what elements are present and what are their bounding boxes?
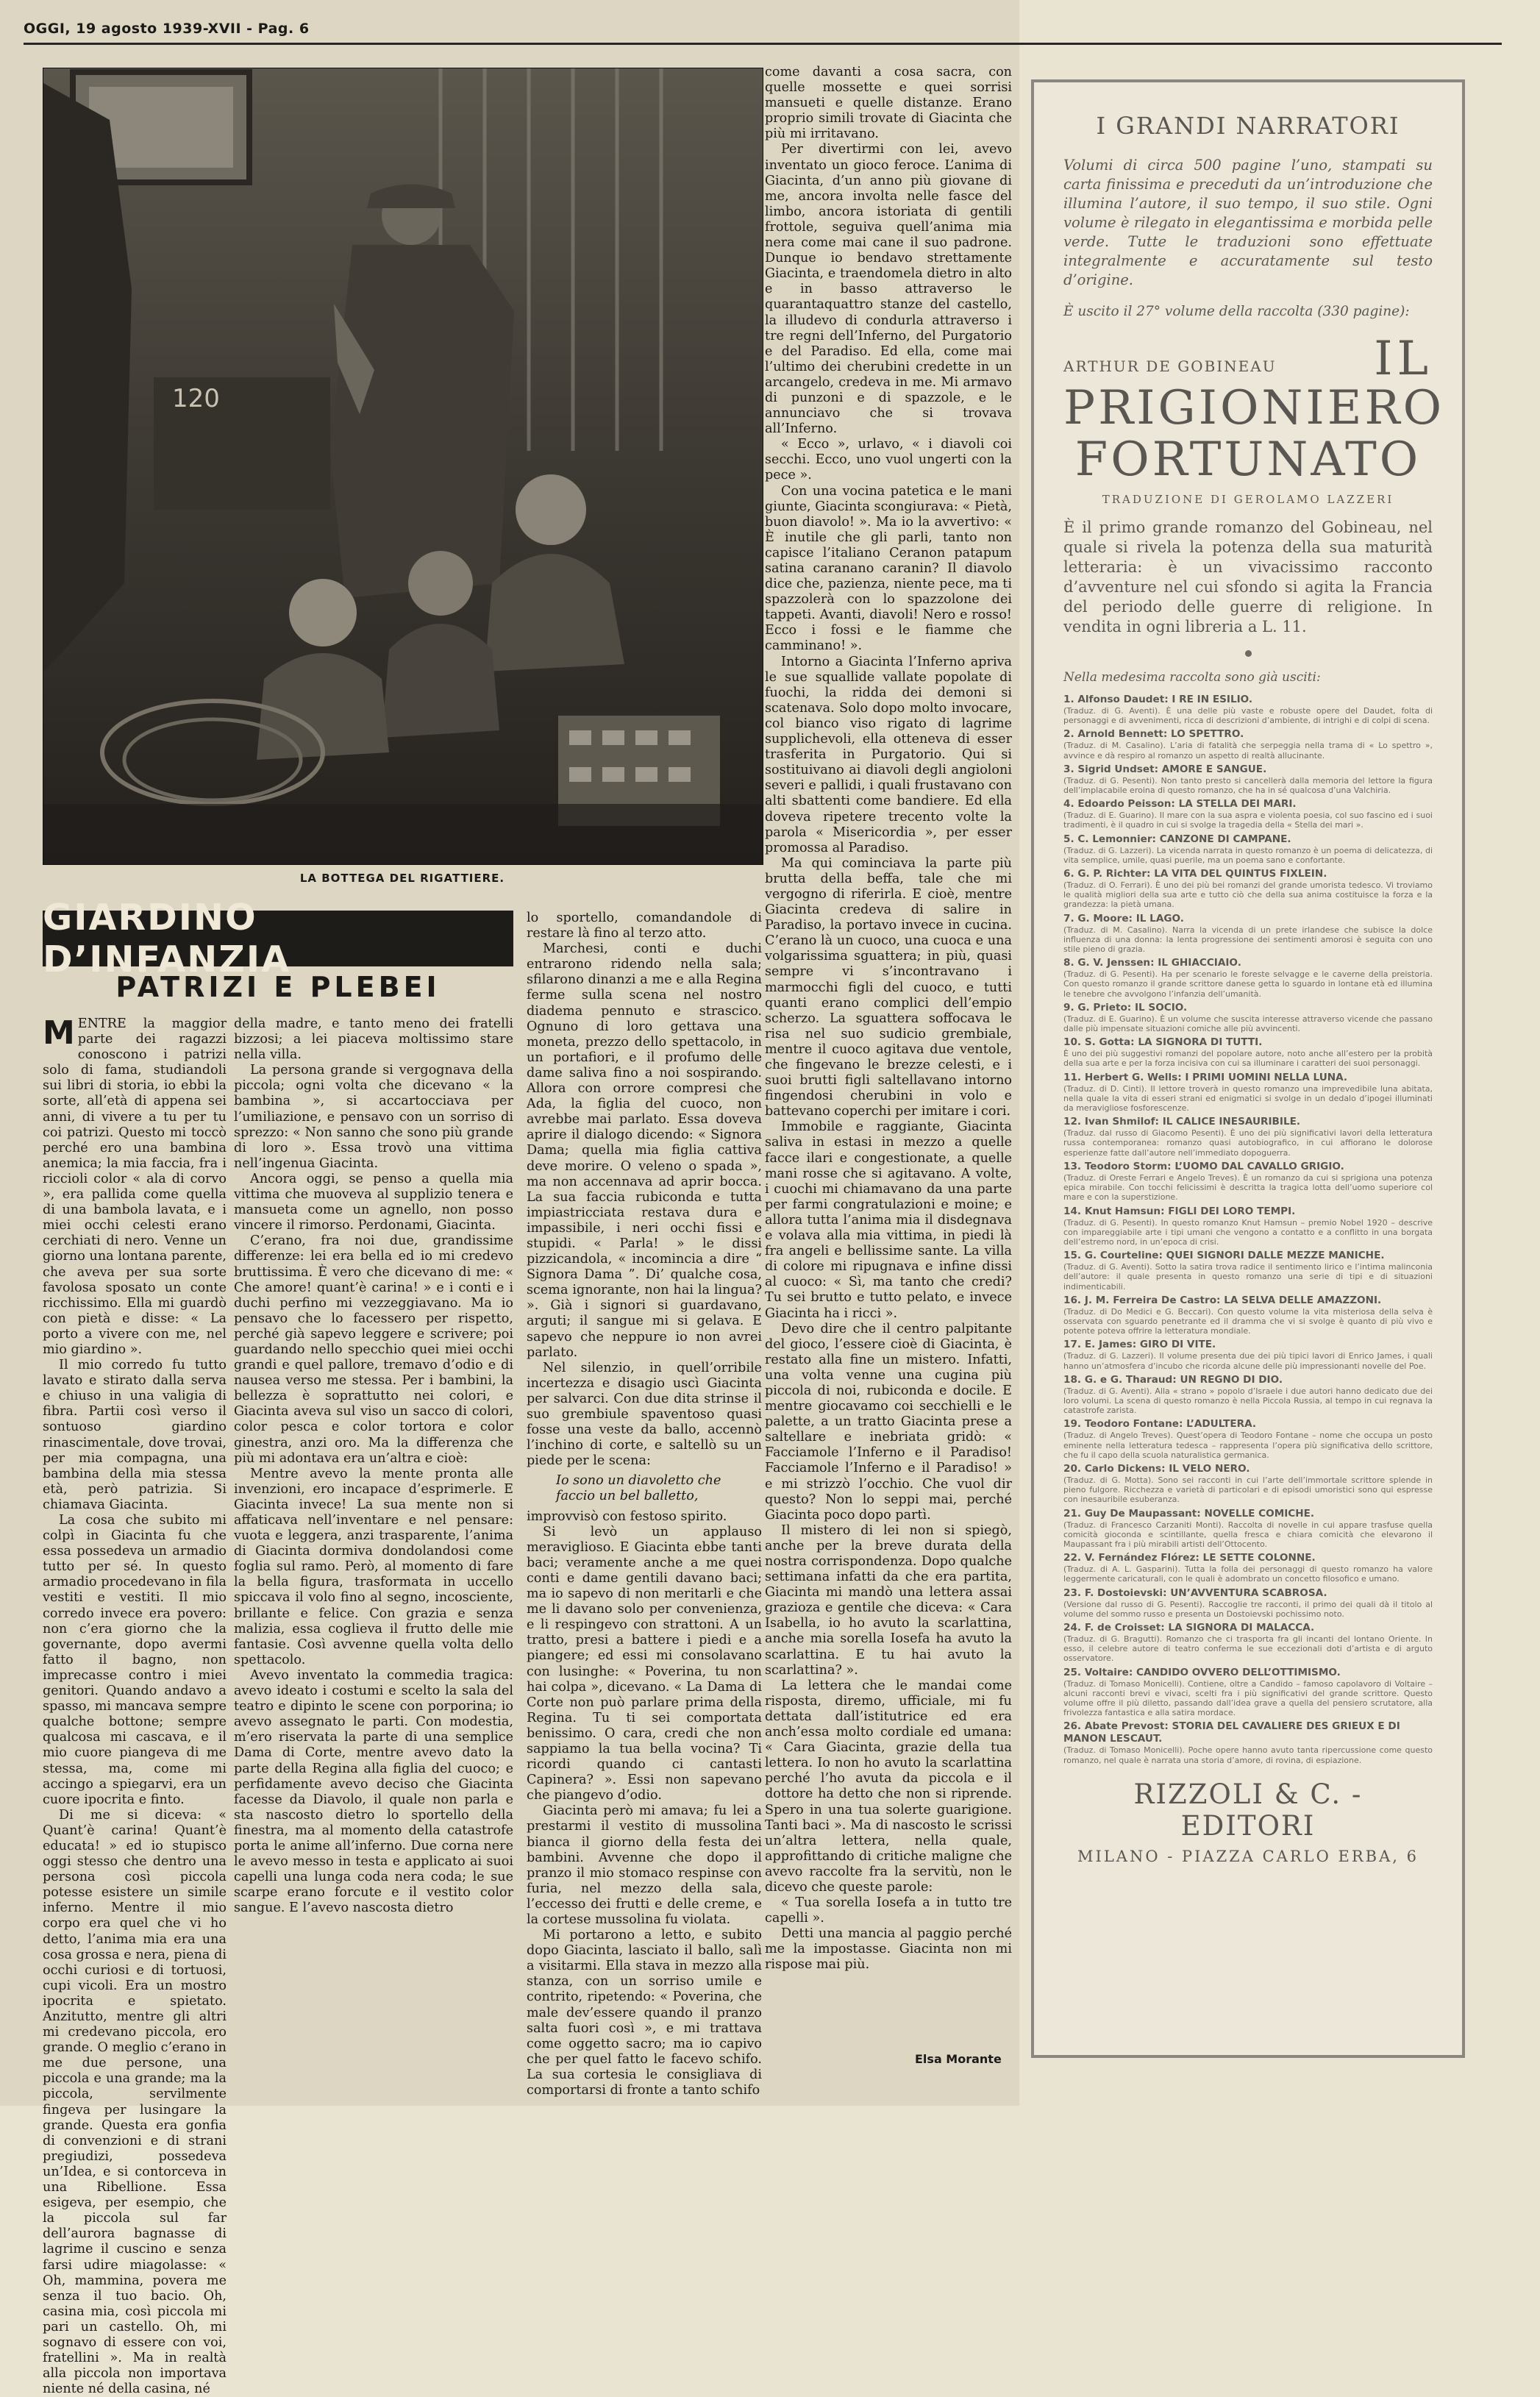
bullet-dot-icon [1245, 650, 1252, 657]
book-description: (Traduz. di E. Guarino). Il mare con la sua aspra e violenta poesia, col suo fascino ed i suoi tradimenti, è il quadro in cui si svolge la tragedia della « Stella dei mari ». [1063, 811, 1433, 830]
book-title: 16. J. M. Ferreira De Castro: LA SELVA DELLE AMAZZONI. [1063, 1294, 1382, 1306]
book-description: (Traduz. di Do Medici e G. Beccari). Con questo volume la vita misteriosa della selva è osservata con sguardo penetrante ed il dramma che vi si svolge è quanto di più vivo e potente poteva offrire la letteratura mondiale. [1063, 1306, 1433, 1336]
book-title: 15. G. Courteline: QUEI SIGNORI DALLE MEZZE MANICHE. [1063, 1250, 1385, 1262]
paragraph: La persona grande si vergognava della piccola; ogni volta che dicevano « la bambina », si accartocciava per l’umiliazione, e pensavo con un sorriso di sprezzo: « Non sanno che sono più grande di loro ». Essa trovò una vittima nell’ingenua Giacinta. [234, 1063, 513, 1171]
list-item [1063, 1161, 1433, 1203]
list-item [1063, 694, 1433, 725]
paragraph: Ancora oggi, se penso a quella mia vittima che muoveva al supplizio tenera e mansueta come un agnello, non posso vincere il rimorso. Perdonami, Giacinta. [234, 1171, 513, 1233]
list-item [1063, 728, 1433, 760]
ad-series-title: I GRANDI NARRATORI [1096, 112, 1400, 140]
ad-publisher: RIZZOLI & C. - EDITORI [1133, 1778, 1363, 1842]
book-description: (Traduz. di Francesco Carzaniti Monti). Raccolta di novelle in cui appare trasfuse quella comicità gioconda e scintillante, quella fresca e chiara comicità che elevarono il Maupassant fra i più mirabili artisti dell’Ottocento. [1063, 1520, 1433, 1549]
paragraph: Ma qui cominciava la parte più brutta della beffa, tale che mi vergogno di riferirla. E cioè, mentre Giacinta credeva di salire in Paradiso, la portavo invece in cucina. C’erano là un cuoco, una cuoca e una volgarissima sguattera; in più, quasi sempre vi s’incontravano i marmocchi figli del cuoco, e tutti quanti erano complici dell’empio scherzo. La sguattera soffocava le risa nel suo sudicio grembiale, mentre il cuoco agitava due ventole, che fingevano le brezze celesti, e i suoi brutti figli saltellavano intorno fingendosi cherubini in volo e battevano coperchi per imitare i cori. [765, 855, 1012, 1119]
book-title: 18. G. e G. Tharaud: UN REGNO DI DIO. [1063, 1373, 1283, 1386]
book-description: (Traduz. di Angelo Treves). Quest’opera di Teodoro Fontane – nome che occupa un posto eminente nella letteratura tedesca – rappresenta l’opera più significativa dello scrittore, che fu il capo della scuola naturalistica germanica. [1063, 1431, 1433, 1460]
ad-book-title-1: IL [1374, 332, 1433, 386]
paragraph: Di me si diceva: « Quant’è carina! Quant’è educata! » ed io stupisco oggi stesso che dentro una persona così piccola potesse esistere un simile inferno. Mentre il mio corpo era quel che vi ho detto, l’anima mia era una cosa grossa e nera, piena di occhi curiosi e di tortuosi, cupi vicoli. Era un mostro ipocrita e spietato. Anzitutto, mentre gli altri mi credevano piccola, ero grande. O meglio c’erano in me due persone, una piccola e una grande; ma la piccola, servilmente fingeva per lusingare la grande. Questa era gonfia di convenzioni e di strani pregiudizi, possedeva un’Idea, e si contorceva in una Ribellione. Essa esigeva, per esempio, che la piccola sul far dell’aurora bagnasse di lagrime il cuscino e senza farsi udire miagolasse: « Oh, mammina, povera me senza il tuo bacio. Oh, casina mia, così piccola mi pari un castello. Oh, mi sognavo di essere con voi, fratellini ». Ma in realtà alla piccola non importava niente né della casina, né [43, 1807, 227, 2397]
book-title: 5. C. Lemonnier: CANZONE DI CAMPANE. [1063, 833, 1291, 845]
list-item [1063, 1036, 1433, 1068]
article-column-2 [234, 1016, 513, 2068]
ad-translator: TRADUZIONE DI GEROLAMO LAZZERI [1102, 493, 1394, 506]
list-item [1063, 1587, 1433, 1619]
book-description: (Versione dal russo di G. Pesenti). Raccoglie tre racconti, il primo dei quali dà il titolo al volume del sommo russo e presenta un Dostoievski pochissimo noto. [1063, 1599, 1433, 1619]
book-description: (Traduz. di G. Aventi). È una delle più vaste e robuste opere del Daudet, folta di personaggi e di avvenimenti, ricca di descrizioni d’ambiente, di intrighi e di colpi di scena. [1063, 706, 1433, 726]
book-description: (Traduz. di Oreste Ferrari e Angelo Treves). È un romanzo da cui si sprigiona una potenza epica mirabile. Con tocchi felicissimi è descritta la tragica lotta dell’uomo superiore col mare e con la superstizione. [1063, 1172, 1433, 1203]
article-title: GIARDINO D’INFANZIA [43, 911, 513, 966]
paragraph: Per divertirmi con lei, avevo inventato un gioco feroce. L’anima di Giacinta, d’un anno più giovane di me, ancora involta nelle fasce del limbo, ancora istoriata di gentili frottole, seguiva quell’anima mia nera come mai cane il suo padrone. Dunque io bendavo strettamente Giacinta, e traendomela dietro in alto e in basso attraverso le quarantaquattro stanze del castello, la illudevo di condurla attraverso i tre regni dell’Inferno, del Purgatorio e del Paradiso. Ed ella, come mai l’ultimo dei cherubini credette in un arcangelo, credeva in me. Mi armavo di punzoni e di spazzole, e le annunciavo che si trovava all’Inferno. [765, 142, 1012, 437]
book-description: (Traduz. di E. Guarino). È un volume che suscita interesse attraverso vicende che passano dalle più impensate situazioni comiche alle più avvincenti. [1063, 1014, 1433, 1034]
book-title: 3. Sigrid Undset: AMORE E SANGUE. [1063, 763, 1267, 775]
book-title: 19. Teodoro Fontane: L’ADULTERA. [1063, 1418, 1257, 1431]
list-item [1063, 1622, 1433, 1664]
list-item [1063, 868, 1433, 910]
ad-intro: Volumi di circa 500 pagine l’uno, stampati su carta finissima e preceduti da un’introduzione che illumina l’autore, il suo tempo, il suo stile. Ogni volume è rilegato in elegantissima e morbida pelle verde. Tutte le traduzioni sono effettuate integralmente e accuratamente sul testo d’origine. [1063, 157, 1433, 288]
book-description: (Traduz. dal russo di Giacomo Pesenti). È uno dei più significativi lavori della letteratura russa contemporanea: romanzo quasi autobiografico, in cui affiorano le dolorose esperienze fatte dall’autore nell’immediato dopoguerra. [1063, 1128, 1433, 1158]
paragraph: La lettera che le mandai come risposta, diremo, ufficiale, mi fu dettata dall’istitutrice ed era anch’essa molto cordiale ed umana: « Cara Giacinta, grazie della tua lettera. Io non ho avuto la scarlattina perché l’ho avuta da piccola e il dottore ha detto che non si riprende. Spero in una tua solerte guarigione. Tanti baci ». Ma di nascosto le scrissi un’altra lettera, nella quale, approfittando di critiche maligne che avevo raccolte fra la servitù, non le dicevo che queste parole: [765, 1678, 1012, 1895]
ad-published-label: Nella medesima raccolta sono già usciti: [1063, 670, 1321, 685]
book-description: (Traduz. di G. Lazzeri). La vicenda narrata in questo romanzo è un poema di delicatezza, di vita semplice, umile, quasi puerile, ma un poema sano e confortante. [1063, 845, 1433, 865]
paragraph: Il mio corredo fu tutto lavato e stirato dalla serva e chiuso in una valigia di fibra. Partii così verso il sontuoso giardino rinascimentale, dove trovai, per mia compagna, una bambina della mia stessa età, però patrizia. Si chiamava Giacinta. [43, 1358, 227, 1512]
book-description: (Traduz. di O. Ferrari). È uno dei più bei romanzi del grande umorista tedesco. Vi troviamo le qualità migliori della sua arte e tutto ciò che della sua anima costituisce la forza e la grandezza: la pietà umana. [1063, 880, 1433, 910]
book-title: 8. G. V. Jenssen: IL GHIACCIAIO. [1063, 957, 1241, 969]
paragraph: Marchesi, conti e duchi entrarono ridendo nella sala; sfilarono dinanzi a me e alla Regina ferme sulla scena nel nostro diadema pennuto e strascico. Ognuno di loro gettava una moneta, prezzo dello spettacolo, in un portafiori, e il profumo delle dame saliva fino a noi sospirando. Allora con orrore compresi che Ada, la figlia del cuoco, non avrebbe mai parlato. Essa doveva aprire il dialogo dicendo: « Signora Dama; quella mia figlia cattiva deve morire. O veleno o spada », ma non accennava ad aprir bocca. La sua faccia rubiconda e tutta impiastricciata restava dura e impassibile, i neri occhi fissi e stupidi. « Parla! » le dissi pizzicandola, « incomincia a dire “ Signora Dama ”. Di’ qualche cosa, scema ignorante, non hai la lingua? ». Già i signori si guardavano, arguti; il sangue mi si gelava. E sapevo che neppure io non avrei parlato. [527, 941, 762, 1360]
book-description: (Traduz. di M. Casalino). Narra la vicenda di un prete irlandese che subisce la dolce influenza di una donna: la lenta progressione dei sentimenti amorosi è seguita con uno stile pieno di grazia. [1063, 925, 1433, 955]
paragraph: Mentre avevo la mente pronta alle invenzioni, ero incapace d’esprimerle. E Giacinta invece! La sua mente non si affaticava nell’inventare e nel pensare: vuota e leggera, anzi trasparente, l’anima di Giacinta dormiva dondolandosi come foglia sul ramo. Però, al momento di fare la bella figura, trasformata in uccello spiccava il volo fino al segno, incosciente, brillante e felice. Con grazia e senza malizia, essa coglieva il frutto delle mie fantasie. Così avvenne quella volta dello spettacolo. [234, 1466, 513, 1667]
list-item [1063, 1205, 1433, 1247]
ad-issue-note: È uscito il 27° volume della raccolta (330 pagine): [1063, 304, 1410, 319]
ad-book-title-3: FORTUNATO [1074, 432, 1422, 487]
list-item [1063, 833, 1433, 865]
paragraph: Il mistero di lei non si spiegò, anche per la breve durata della nostra corrispondenza. Dopo qualche settimana infatti da che era partita, Giacinta mi mandò una lettera assai grazioza e gentile che diceva: « Cara Isabella, io ho avuto la scarlattina, anche mia sorella Iosefa ha avuto la scarlattina. E tu hai avuto la scarlattina? ». [765, 1522, 1012, 1678]
paragraph: Avevo inventato la commedia tragica: avevo ideato i costumi e scelto la sala del teatro e dipinto le scene con porporina; io avevo assegnato le parti. Con modestia, m’ero riservata la parte di una semplice Dama di Corte, mentre avevo dato la parte della Regina alla figlia del cuoco; e perfidamente avevo deciso che Giacinta facesse da Diavolo, il quale non parla e sta nascosto dietro lo sportello della finestra, ma al momento della catastrofe porta le anime all’inferno. Due corna nere le avevo messo in testa e applicato ai suoi capelli una lunga coda nera coda; le sue scarpe erano forcute e il vestito color sangue. E l’avevo nascosta dietro [234, 1667, 513, 1916]
article-column-1 [43, 1014, 227, 2397]
book-title: 13. Teodoro Storm: L’UOMO DAL CAVALLO GRIGIO. [1063, 1160, 1344, 1172]
article-column-3 [527, 911, 762, 2098]
book-description: (Traduz. di G. Motta). Sono sei racconti in cui l’arte dell’immortale scrittore splende in pieno fulgore. Ricchezza e varietà di particolari e di episodi umoristici sono qui espresse con inesauribile esuberanza. [1063, 1475, 1433, 1505]
photo-caption: LA BOTTEGA DEL RIGATTIERE. [299, 872, 505, 885]
ad-book-author: ARTHUR DE GOBINEAU [1063, 357, 1277, 375]
book-title: 2. Arnold Bennett: LO SPETTRO. [1063, 728, 1244, 741]
book-title: 4. Edoardo Peisson: LA STELLA DEI MARI. [1063, 798, 1297, 811]
paragraph: Si levò un applauso meraviglioso. E Giacinta ebbe tanti baci; veramente anche a me quei conti e dame gentili davano baci; ma io sapevo di non meritarli e che me li davano solo per convenienza, e li respingevo con strattoni. A un tratto, presi a battere i piedi e a piangere; ed essi mi consolavano con lusinghe: « Poverina, tu non hai colpa », dicevano. « La Dama di Corte non può parlare prima della Regina. Tu ti sei comportata benissimo. O cara, credi che non sappiamo la tua bella vocina? Ti ricordi quando ci cantasti Capinera? ». Essi non sapevano che piangevo d’odio. [527, 1524, 762, 1803]
book-description: (Traduz. di M. Casalino). L’aria di fatalità che serpeggia nella trama di « Lo spettro », avvince e dà respiro al romanzo un aspetto di realtà allucinante. [1063, 741, 1433, 761]
book-description: (Traduz. di Tomaso Monicelli). Contiene, oltre a Candido – famoso capolavoro di Voltaire – alcuni racconti brevi e vivaci, scelti fra i più significativi del grande scrittore. Questo volume offre il più diletto, passando dall’idea grave a quella del pensiero scrutatore, alla frivolezza fantastica e alla satira mordace. [1063, 1678, 1433, 1718]
ad-book-description: È il primo grande romanzo del Gobineau, nel quale si rivela la potenza della sua maturità letteraria: è un vivacissimo racconto d’avventure nel cui sfondo si agita la Francia del periodo delle guerre di religione. In vendita in ogni libreria a L. 11. [1063, 519, 1433, 635]
list-item [1063, 1374, 1433, 1416]
book-title: 17. E. James: GIRO DI VITE. [1063, 1339, 1216, 1351]
book-description: (Traduz. di Tomaso Monicelli). Poche opere hanno avuto tanta ripercussione come questo romanzo, nel quale è narrata una storia d’amore, di rovina, di espiazione. [1063, 1745, 1433, 1765]
paragraph: Nel silenzio, in quell’orribile incertezza e disagio uscì Giacinta per salvarci. Con due dita strinse il suo grembiule spaventoso quasi fosse una veste da ballo, accennò l’inchino di corte, e saltellò su un piede per le scena: [527, 1360, 762, 1469]
list-item [1063, 1508, 1433, 1550]
book-title: 23. F. Dostoievski: UN’AVVENTURA SCABROSA. [1063, 1586, 1327, 1599]
list-item [1063, 1072, 1433, 1114]
paragraph: Con una vocina patetica e le mani giunte, Giacinta scongiurava: « Pietà, buon diavolo! ». Ma io la avvertivo: « È inutile che gli parli, tanto non capisce l’italiano Ceranon patapum satina caranano caranin? Il diavolo dice che, pazienza, niente pece, ma ti spazzolerà con lo spazzolone dei tappeti. Avanti, diavoli! Nero e rosso! Ecco i fossi e le fiamme che camminano! ». [765, 483, 1012, 654]
list-item [1063, 957, 1433, 999]
book-description: (Traduz. di G. Aventi). Sotto la satira trova radice il sentimento lirico e l’intima malinconia dell’autore: il quale presenta in questo romanzo una serie di tipi e di situazioni indimenticabili. [1063, 1262, 1433, 1292]
page-header: OGGI, 19 agosto 1939-XVII - Pag. 6 [24, 21, 310, 37]
book-description: (Traduz. di G. Aventi). Alla « strano » popolo d’Israele i due autori hanno dedicato due dei loro volumi. La scena di questo romanzo è nella Piccola Russia, al tempo in cui regnava la catastrofe zarista. [1063, 1386, 1433, 1416]
ad-book-list [1063, 694, 1433, 1765]
book-title: 21. Guy De Maupassant: NOVELLE COMICHE. [1063, 1507, 1315, 1520]
paragraph: C’erano, fra noi due, grandissime differenze: lei era bella ed io mi credevo bruttissima. È vero che dicevano di me: « Che amore! quant’è carina! » e i conti e i duchi perfino mi vezzeggiavano. Ma io pensavo che lo facessero per rispetto, perché già sapevo leggere e scrivere; poi guardando nello specchio quei miei occhi grandi e quel pallore, tremavo d’odio e di nausea verso me stessa. Per i bambini, la bellezza è soprattutto nei colori, e Giacinta aveva sul viso un sacco di colori, color pesca e color tortora e color ginestra, anzi oro. Ma la differenza che più mi adontava era un’altra e cioè: [234, 1233, 513, 1466]
paragraph: Immobile e raggiante, Giacinta saliva in estasi in mezzo a quelle facce ilari e congestionate, a quelle mani rosse che si agitavano. A volte, i cuochi mi chiamavano da una parte per farmi congratulazioni e moine; e allora tutta l’anima mia il disdegnava e volava alla mia vittima, in piedi là fra angeli e bellissime sante. La villa di colore mi ripugnava e infine dissi al cuoco: « Sì, ma tanto che credi? Tu sei brutto e tutto pelato, e invece Giacinta ha i ricci ». [765, 1119, 1012, 1321]
paragraph: Giacinta però mi amava; fu lei a prestarmi il vestito di mussolina bianca il giorno della festa dei bambini. Avvenne che dopo il pranzo il mio stomaco respinse con furia, nel mezzo della sala, l’eccesso dei frutti e delle creme, e la cortese mussolina fu violata. [527, 1803, 762, 1927]
header-rule [24, 43, 1502, 45]
paragraph: Devo dire che il centro palpitante del gioco, l’essere cioè di Giacinta, è restato alla fine un mistero. Infatti, una volta venne una cugina più piccola di noi, rubiconda e docile. E mentre giocavamo coi secchielli e le palette, a un tratto Giacinta prese a saltellare e inebriata gridò: « Facciamole l’Inferno e il Paradiso! Facciamole l’Inferno e il Paradiso! » e mi strizzò l’occhio. Che vuol dir questo? Non lo seppi mai, perché Giacinta poco dopo partì. [765, 1321, 1012, 1522]
ad-address: MILANO - PIAZZA CARLO ERBA, 6 [1077, 1847, 1419, 1865]
list-item [1063, 1418, 1433, 1460]
book-title: 9. G. Prieto: IL SOCIO. [1063, 1001, 1188, 1014]
book-title: 25. Voltaire: CANDIDO OVVERO DELL’OTTIMISMO. [1063, 1666, 1341, 1678]
list-item [1063, 1463, 1433, 1505]
sign-120: 120 [172, 384, 220, 413]
author-signature: Elsa Morante [915, 2052, 1002, 2066]
paragraph: « Ecco », urlavo, « i diavoli coi secchi. Ecco, uno vuol ungerti con la pece ». [765, 437, 1012, 483]
book-description: (Traduz. di G. Lazzeri). Il volume presenta due dei più tipici lavori di Enrico James, i quali hanno un’atmosfera d’incubo che ricorda alcune delle più impressionanti novelle del Poe. [1063, 1351, 1433, 1371]
book-title: 1. Alfonso Daudet: I RE IN ESILIO. [1063, 694, 1253, 705]
list-item [1063, 913, 1433, 955]
paragraph: come davanti a cosa sacra, con quelle mossette e quei sorrisi mansueti e quelle distanze. Erano proprio simili trovate di Giacinta che più mi irritavano. [765, 65, 1012, 142]
book-title: 22. V. Fernández Flórez: LE SETTE COLONNE. [1063, 1552, 1316, 1564]
paragraph: della madre, e tanto meno dei fratelli bizzosi; a lei piaceva moltissimo stare nella villa. [234, 1016, 513, 1063]
list-item [1063, 1339, 1433, 1370]
book-description: È uno dei più suggestivi romanzi del popolare autore, noto anche all’estero per la probità della sua arte e per la forza incisiva con cui sa illuminare i caratteri dei suoi personaggi. [1063, 1049, 1433, 1069]
paragraph: Detti una mancia al paggio perché me la impostasse. Giacinta non mi rispose mai più. [765, 1926, 1012, 1973]
paragraph: improvvisò con festoso spirito. [527, 1509, 727, 1524]
book-description: (Traduz. di G. Bragutti). Romanzo che ci trasporta fra gli incanti del lontano Oriente. In esso, il celebre autore di teatro conferma le sue eccezionali doti d’artista e di arguto osservatore. [1063, 1634, 1433, 1664]
list-item [1063, 798, 1433, 830]
article-subtitle: PATRIZI E PLEBEI [115, 971, 441, 1003]
rizzoli-advertisement [1031, 79, 1465, 2058]
paragraph: La cosa che subito mi colpì in Giacinta fu che essa possedeva un armadio tutto per sé. In questo armadio procedevano in fila vestiti e vestiti. Il mio corredo invece era povero: non c’era giorno che la governante, dopo avermi fatto il bagno, non imprecasse contro i miei genitori. Quando andavo a spasso, mi mancava sempre qualche bottone; sempre qualcosa mi cascava, e il mio cuore piangeva di me stessa, ma, come mi accingo a spiegarvi, era un cuore ipocrita e finto. [43, 1513, 227, 1807]
list-item [1063, 1002, 1433, 1033]
book-title: 6. G. P. Richter: LA VITA DEL QUINTUS FIXLEIN. [1063, 868, 1327, 880]
book-description: (Traduz. di D. Cinti). Il lettore troverà in questo romanzo una imprevedibile luna abitata, nella quale la vita di esseri strani ed enigmatici si svolge in un dedalo d’ipogei illuminati da meravigliose fosforescenze. [1063, 1083, 1433, 1114]
list-item [1063, 1116, 1433, 1158]
paragraph: lo sportello, comandandole di restare là fino al terzo atto. [527, 911, 762, 941]
paragraph: Intorno a Giacinta l’Inferno apriva le sue squallide vallate popolate di fuochi, la ridda dei demoni si scatenava. Solo dopo molto invocare, col bianco viso rigato di lagrime supplichevoli, ella otteneva di esser trasferita in Purgatorio. Qui si sostituivano ai diavoli degli angioloni severi e pallidi, i quali frustavano con alti sbattenti come bandiere. Ed ella doveva ripetere trecento volte la parola « Misericordia », per esser promossa al Paradiso. [765, 654, 1012, 855]
ad-book-title-2: PRIGIONIERO [1063, 381, 1445, 435]
paragraph: « Tua sorella Iosefa a in tutto tre capelli ». [765, 1895, 1012, 1926]
list-item [1063, 1667, 1433, 1718]
book-description: (Traduz. di G. Pesenti). Ha per scenario le foreste selvagge e le caverne della preistoria. Con questo romanzo il grande scrittore danese getta lo sguardo in lontane età ed illumina le tenebre che avvolgono l’infanzia dell’umanità. [1063, 969, 1433, 999]
list-item [1063, 1552, 1433, 1584]
list-item [1063, 763, 1433, 795]
paragraph: Mi portarono a letto, e subito dopo Giacinta, lasciato il ballo, salì a visitarmi. Ella stava in mezzo alla stanza, con un sorriso umile e contrito, ripetendo: « Poverina, che male dev’essere quando il pranzo salta fuori così », e mi trattava come oggetto sacro; ma io capivo che per quel fatto le facevo schifo. La sua cortesia le consigliava di comportarsi di fronte a tanto schifo [527, 1928, 762, 2098]
book-title: 7. G. Moore: IL LAGO. [1063, 912, 1184, 925]
book-title: 24. F. de Croisset: LA SIGNORA DI MALACCA. [1063, 1621, 1315, 1634]
ad-author-row [1063, 332, 1433, 386]
book-title: 10. S. Gotta: LA SIGNORA DI TUTTI. [1063, 1036, 1263, 1049]
junk-shop-photo [43, 68, 763, 865]
book-description: (Traduz. di A. L. Gasparini). Tutta la folla dei personaggi di questo romanzo ha valore leggermente caricaturali, con le quali è adombrato un concetto filosofico e umano. [1063, 1564, 1433, 1584]
book-title: 14. Knut Hamsun: FIGLI DEI LORO TEMPI. [1063, 1205, 1296, 1217]
book-title: 26. Abate Prevost: STORIA DEL CAVALIERE DES GRIEUX E DI MANON LESCAUT. [1063, 1720, 1400, 1745]
book-title: 11. Herbert G. Wells: I PRIMI UOMINI NELLA LUNA. [1063, 1071, 1348, 1083]
list-item [1063, 1250, 1433, 1292]
drop-cap: M [43, 1014, 75, 1052]
book-title: 20. Carlo Dickens: IL VELO NERO. [1063, 1462, 1250, 1475]
list-item [1063, 1720, 1433, 1764]
book-description: (Traduz. di G. Pesenti). Non tanto presto si cancellerà dalla memoria del lettore la figura dell’implacabile eroina di questo romanzo, che ha in sé qualcosa d’una Valchiria. [1063, 775, 1433, 796]
paragraph: MENTRE la maggior parte dei ragazzi conoscono i patrizi solo di fama, studiandoli sui libri di storia, io ebbi la sorte, all’età di appena sei anni, di vivere a tu per tu coi patrizi. Questo mi toccò perché ero una bambina anemica; la mia faccia, fra i riccioli color « ala di corvo », era pallida come quella di una bambola lavata, e i miei occhi celesti erano cerchiati di nero. Venne un giorno una lontana parente, che aveva per sua sorte favolosa sposato un conte ricchissimo. Ella mi guardò con pietà e disse: « La porto a vivere con me, nel mio giardino ». [43, 1014, 227, 1357]
list-item [1063, 1294, 1433, 1336]
verse: Io sono un diavoletto che faccio un bel balletto, [556, 1473, 721, 1504]
book-title: 12. Ivan Shmilof: IL CALICE INESAURIBILE. [1063, 1116, 1301, 1128]
article-column-4 [765, 65, 1012, 2043]
book-description: (Traduz. di G. Pesenti). In questo romanzo Knut Hamsun – premio Nobel 1920 – descrive con impareggiabile arte i tipi umani che vengono a contatto e a conflitto in una borgata dell’estremo nord, in un’epoca di crisi. [1063, 1217, 1433, 1247]
